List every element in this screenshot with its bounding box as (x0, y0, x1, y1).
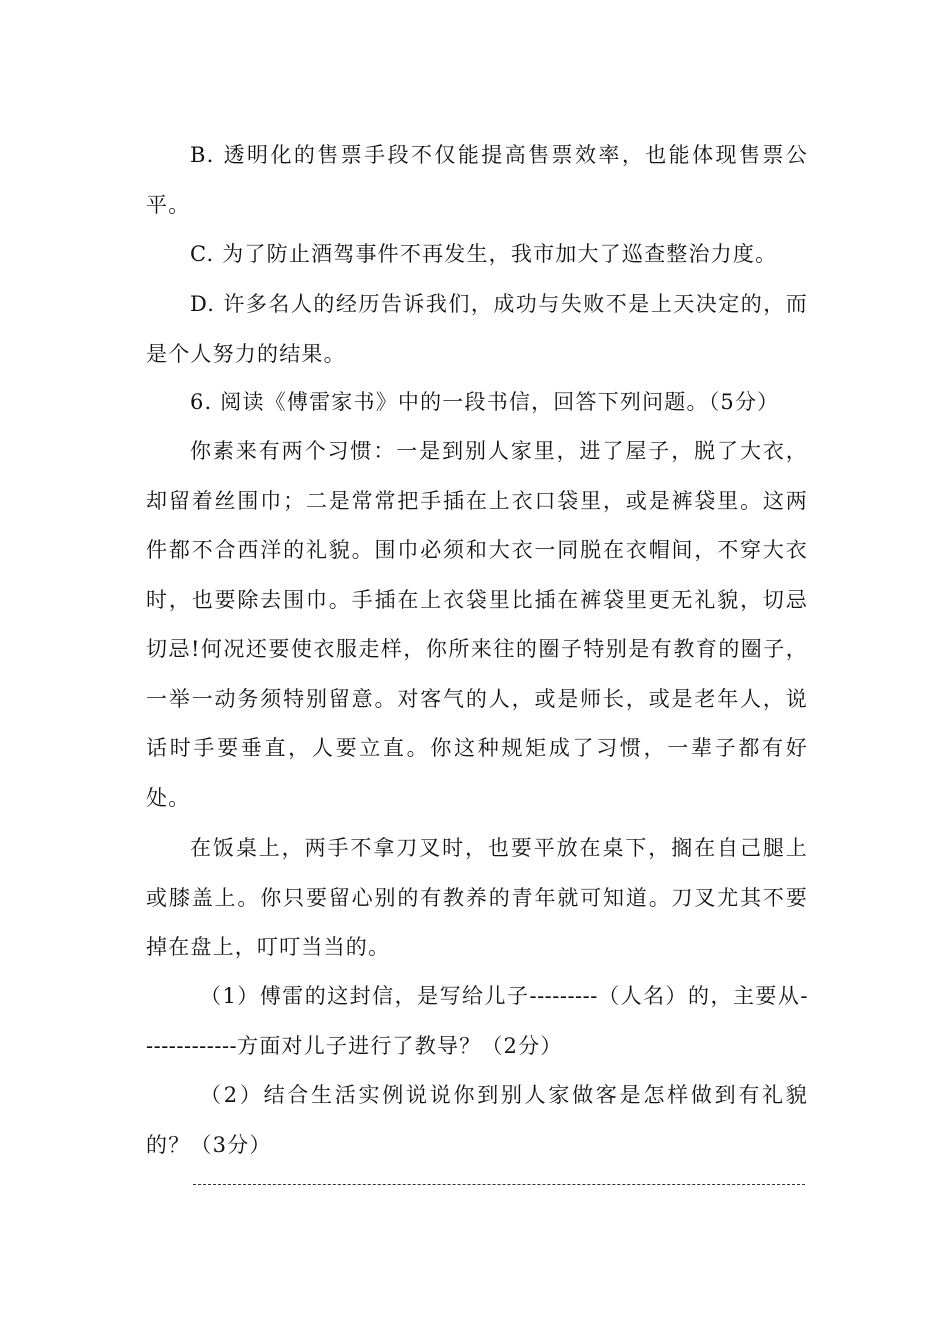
answer-line[interactable] (193, 1184, 805, 1185)
letter-paragraph-1: 你素来有两个习惯：一是到别人家里，进了屋子，脱了大衣，却留着丝围巾；二是常常把手插在上衣口袋里，或是裤袋里。这两件都不合西洋的礼貌。围巾必须和大衣一同脱在衣帽间，不穿大衣时，也要除去围巾。手插在上衣袋里比插在裤袋里更无礼貌，切忌切忌!何况还要使衣服走样，你所来往的圈子特别是有教育的圈子，一举一动务须特别留意。对客气的人，或是师长，或是老年人，说话时手要垂直，人要立直。你这种规矩成了习惯，一辈子都有好处。 (146, 439, 808, 810)
person-name-blank[interactable]: --------- (529, 984, 598, 1008)
question-1-part-c: 方面对儿子进行了教导？（2分） (237, 1033, 563, 1058)
question-6-title: 6. 阅读《傅雷家书》中的一段书信，回答下列问题。（5分） (190, 390, 780, 414)
option-b: B. 透明化的售票手段不仅能提高售票效率，也能体现售票公平。 (146, 143, 808, 217)
option-c: C. 为了防止酒驾事件不再发生，我市加大了巡查整治力度。 (190, 242, 778, 266)
aspect-blank[interactable]: ------------- (146, 984, 808, 1058)
letter-paragraph-2: 在饭桌上，两手不拿刀叉时，也要平放在桌下，搁在自己腿上或膝盖上。你只要留心别的有教养的青年就可知道。刀叉尤其不要掉在盘上，叮叮当当的。 (146, 836, 808, 959)
question-1 (146, 972, 808, 1071)
option-d: D. 许多名人的经历告诉我们，成功与失败不是上天决定的，而是个人努力的结果。 (146, 292, 808, 366)
question-1-part-a: （1）傅雷的这封信，是写给儿子 (200, 984, 530, 1008)
question-2: （2）结合生活实例说说你到别人家做客是怎样做到有礼貌的？（3分） (146, 1083, 808, 1157)
question-1-part-b: （人名）的，主要从 (597, 984, 801, 1008)
